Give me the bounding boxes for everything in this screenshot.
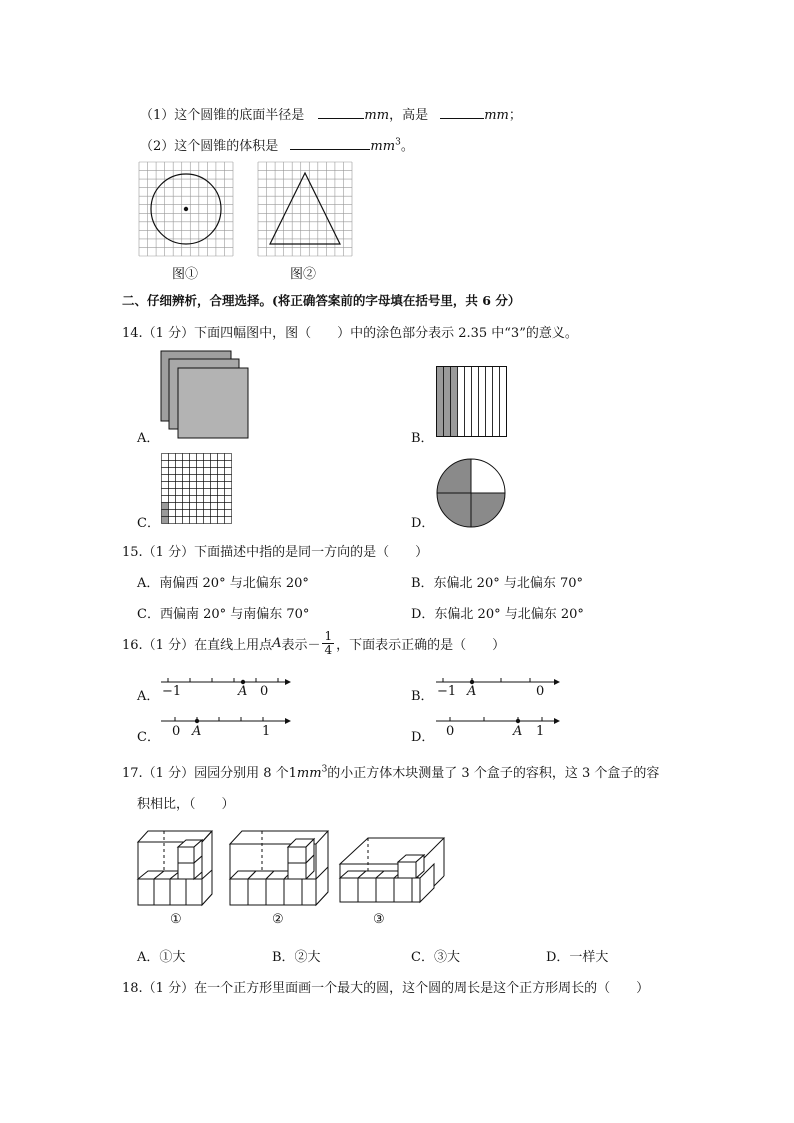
- height-blank[interactable]: [440, 106, 484, 119]
- q16-c-label-point: A: [192, 724, 202, 739]
- q17-option-c[interactable]: C．③大: [411, 950, 460, 965]
- q13-part1: （1）这个圆锥的底面半径是 mm，高是 mm；: [140, 108, 522, 123]
- q14-option-d-label[interactable]: D．: [411, 516, 435, 531]
- q16-a-label-neg1: −1: [162, 684, 182, 699]
- q17-stem-line1: 17.（1 分）园园分别用 8 个$1mm^3$的小正方体木块测量了 3 个盒子的容积，这 3 个盒子的容: [122, 764, 660, 781]
- q14-figure-d[interactable]: [436, 458, 508, 530]
- q15-stem: 15.（1 分）下面描述中指的是同一方向的是（ ）: [122, 545, 429, 560]
- q13-part2: （2）这个圆锥的体积是 $mm^3$。: [140, 137, 414, 154]
- q16-d-label-1: 1: [536, 724, 545, 739]
- radius-blank[interactable]: [318, 106, 364, 119]
- q14-option-a-label[interactable]: A．: [137, 431, 160, 446]
- q15-option-d[interactable]: D．东偏北 20° 与北偏东 20°: [411, 607, 584, 622]
- volume-blank[interactable]: [290, 137, 370, 150]
- q17-box-3: [338, 834, 446, 904]
- point-d-dot: [516, 719, 520, 723]
- q16-option-d-label[interactable]: D．: [411, 730, 435, 745]
- q16-option-b-label[interactable]: B．: [411, 689, 434, 704]
- q17-box-1-label: ①: [170, 912, 182, 927]
- q17-option-a[interactable]: A．①大: [137, 950, 186, 965]
- q16-d-label-point: A: [513, 724, 523, 739]
- q15-option-c[interactable]: C．西偏南 20° 与南偏东 70°: [137, 607, 310, 622]
- section2-title: 二、仔细辨析，合理选择。(将正确答案前的字母填在括号里，共 6 分）: [122, 293, 521, 308]
- q16-fraction: $\frac{1}{4}$: [324, 629, 333, 657]
- q14-figure-c[interactable]: [161, 453, 233, 525]
- q14-option-c-label[interactable]: C．: [137, 516, 160, 531]
- q16-a-label-0: 0: [260, 684, 269, 699]
- q16-c-label-0: 0: [172, 724, 181, 739]
- q16-d-label-0: 0: [446, 724, 455, 739]
- q16-a-label-point: A: [238, 684, 248, 699]
- fig2-caption: 图②: [290, 267, 317, 282]
- q17-option-b[interactable]: B．②大: [272, 950, 321, 965]
- q16-b-label-point: A: [467, 684, 477, 699]
- q17-stem-line2: 积相比，（ ）: [137, 797, 235, 812]
- q14-figure-a[interactable]: [160, 350, 252, 442]
- q16-b-label-0: 0: [536, 684, 545, 699]
- q16-option-a-label[interactable]: A．: [137, 689, 160, 704]
- fig1-caption: 图①: [172, 267, 199, 282]
- q14-figure-b[interactable]: [436, 366, 508, 438]
- q16-stem: 16.（1 分）在直线上用点A表示－ $\frac{1}{4}$ ，下面表示正确的是（ ）: [122, 629, 506, 657]
- q16-c-label-1: 1: [262, 724, 271, 739]
- q15-option-a[interactable]: A．南偏西 20° 与北偏东 20°: [137, 576, 309, 591]
- q17-option-d[interactable]: D．一样大: [546, 950, 609, 965]
- circle-center-dot: [184, 207, 188, 211]
- q15-option-b[interactable]: B．东偏北 20° 与北偏东 70°: [411, 576, 584, 591]
- q18-stem: 18.（1 分）在一个正方形里面画一个最大的圆，这个圆的周长是这个正方形周长的（ ）: [122, 981, 650, 996]
- q16-numberline-c[interactable]: [161, 713, 291, 733]
- cone-side-triangle: [270, 173, 340, 244]
- q14-option-b-label[interactable]: B．: [411, 431, 434, 446]
- q14-stem: 14.（1 分）下面四幅图中，图（ ）中的涂色部分表示 2.35 中“3”的意义。: [122, 326, 578, 341]
- figure-circle-grid: [139, 162, 235, 258]
- q17-box-3-label: ③: [373, 912, 385, 927]
- q17-box-2: [228, 827, 330, 907]
- point-c-dot: [195, 719, 199, 723]
- q17-box-1: [136, 827, 216, 907]
- q16-b-label-neg1: −1: [437, 684, 457, 699]
- q17-box-2-label: ②: [272, 912, 284, 927]
- q16-option-c-label[interactable]: C．: [137, 730, 160, 745]
- figure-triangle-grid: [258, 162, 354, 258]
